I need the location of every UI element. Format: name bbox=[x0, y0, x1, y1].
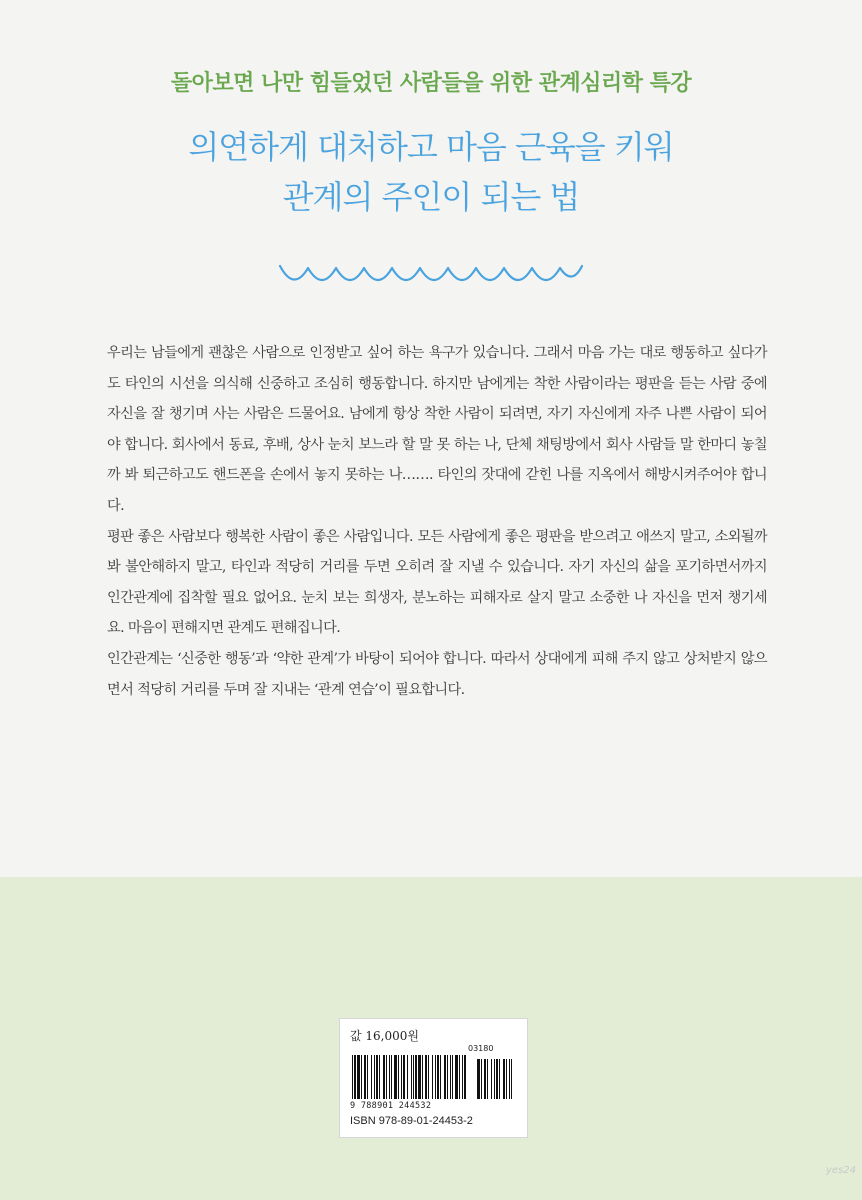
headline-line-1: 의연하게 대처하고 마음 근육을 키워 bbox=[188, 128, 674, 166]
ean-digits: 9 788901 244532 bbox=[350, 1101, 432, 1111]
barcode-bars bbox=[350, 1055, 516, 1101]
price-label: 값 16,000원 bbox=[350, 1029, 419, 1043]
headline bbox=[0, 122, 862, 222]
isbn-text: ISBN 978-89-01-24453-2 bbox=[350, 1115, 473, 1127]
body-paragraph-3: 인간관계는 ‘신중한 행동’과 ‘약한 관계’가 바탕이 되어야 합니다. 따라서 상대에게 피해 주지 않고 상처받지 않으면서 적당히 거리를 두며 잘 지내는 ‘관계 연습’이 필요합니다. bbox=[107, 650, 767, 698]
addon-code: 03180 bbox=[468, 1044, 494, 1053]
watermark-logo: yes24 bbox=[826, 1165, 857, 1176]
barcode-label bbox=[339, 1018, 528, 1138]
headline-line-2: 관계의 주인이 되는 법 bbox=[282, 178, 580, 216]
body-paragraph-1: 우리는 남들에게 괜찮은 사람으로 인정받고 싶어 하는 욕구가 있습니다. 그래서 마음 가는 대로 행동하고 싶다가도 타인의 시선을 의식해 신중하고 조심히 행동합니다. 하지만 남에게는 착한 사람이라는 평판을 듣는 사람 중에 자신을 잘 챙기며 사는 사람은 드물어요. 남에게 항상 착한 사람이 되려면, 자기 자신에게 자주 나쁜 사람이 되어야 합니다. 회사에서 동료, 후배, 상사 눈치 보느라 할 말 못 하는 나, 단체 채팅방에서 회사 사람들 말 한마디 놓칠까 봐 퇴근하고도 핸드폰을 손에서 놓지 못하는 나……. 타인의 잣대에 갇힌 나를 지옥에서 해방시켜주어야 합니다. bbox=[107, 345, 767, 514]
wave-ornament bbox=[278, 262, 584, 292]
body-text bbox=[107, 338, 767, 705]
body-paragraph-2: 평판 좋은 사람보다 행복한 사람이 좋은 사람입니다. 모든 사람에게 좋은 평판을 받으려고 애쓰지 말고, 소외될까 봐 불안해하지 말고, 타인과 적당히 거리를 두면 오히려 잘 지낼 수 있습니다. 자기 자신의 삶을 포기하면서까지 인간관계에 집착할 필요 없어요. 눈치 보는 희생자, 분노하는 피해자로 살지 말고 소중한 나 자신을 먼저 챙기세요. 마음이 편해지면 관계도 편해집니다. bbox=[107, 528, 767, 637]
tagline: 돌아보면 나만 힘들었던 사람들을 위한 관계심리학 특강 bbox=[170, 71, 692, 96]
